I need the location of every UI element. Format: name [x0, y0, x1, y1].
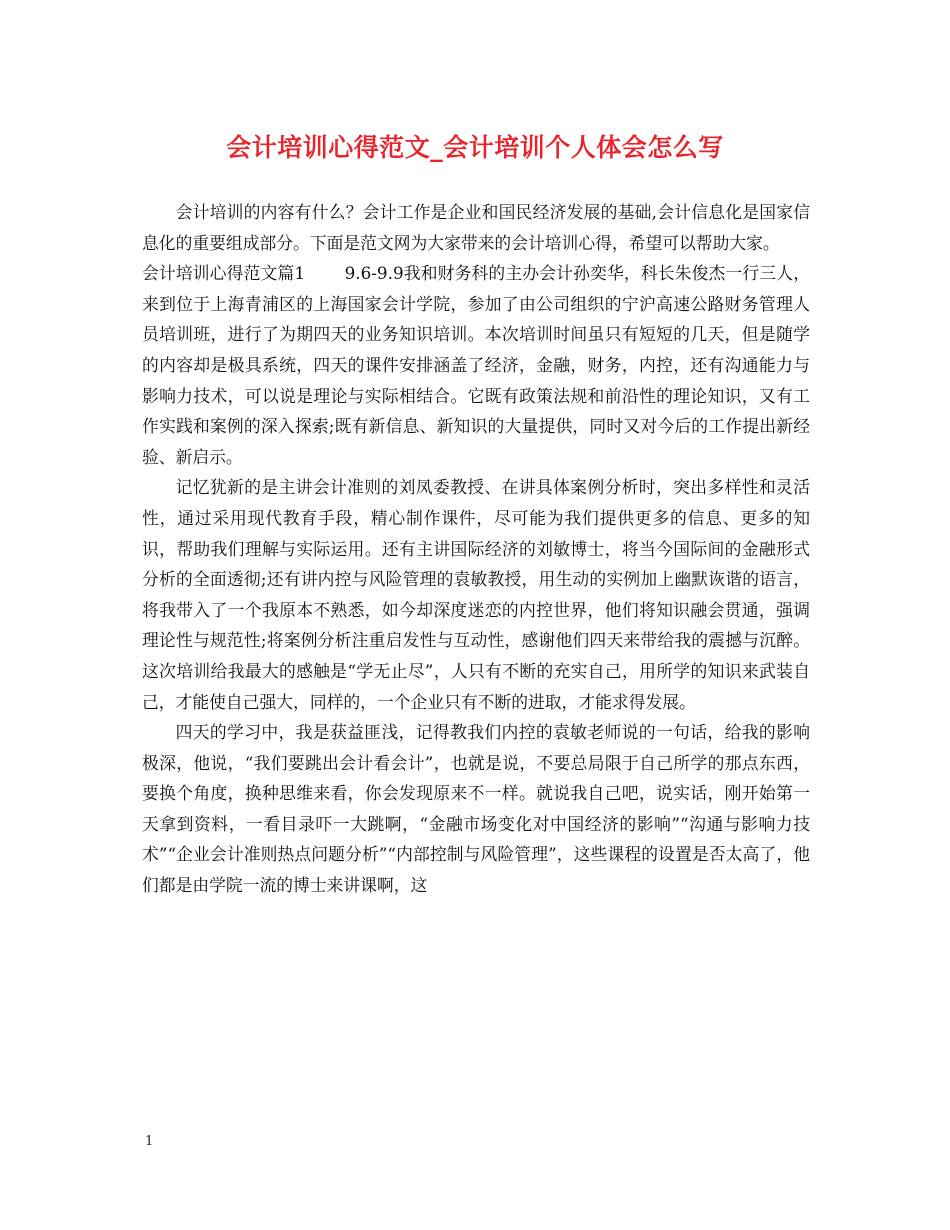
paragraph-sample-1: 会计培训心得范文篇1 9.6-9.9我和财务科的主办会计孙奕华，科长朱俊杰一行三人，来到位于上海青浦区的上海国家会计学院，参加了由公司组织的宁沪高速公路财务管理人员培训班，进行了为期四天的业务知识培训。本次培训时间虽只有短短的几天，但是随学的内容却是极具系统，四天的课件安排涵盖了经济，金融，财务，内控，还有沟通能力与影响力技术，可以说是理论与实际相结合。它既有政策法规和前沿性的理论知识，又有工作实践和案例的深入探索;既有新信息、新知识的大量提供，同时又对今后的工作提出新经验、新启示。	[142, 263, 810, 467]
document-body	[142, 197, 810, 901]
document-title: 会计培训心得范文_会计培训个人体会怎么写	[226, 133, 724, 162]
paragraph-intro: 会计培训的内容有什么？会计工作是企业和国民经济发展的基础,会计信息化是国家信息化的重要组成部分。下面是范文网为大家带来的会计培训心得，希望可以帮助大家。	[142, 202, 810, 253]
page-number: 1	[145, 1134, 154, 1149]
paragraph-four-days: 四天的学习中，我是获益匪浅，记得教我们内控的袁敏老师说的一句话，给我的影响极深，他说，“我们要跳出会计看会计”，也就是说，不要总局限于自己所学的那点东西，要换个角度，换种思维来看，你会发现原来不一样。就说我自己吧，说实话，刚开始第一天拿到资料，一看目录吓一大跳啊，“金融市场变化对中国经济的影响”“沟通与影响力技术”“企业会计准则热点问题分析”“内部控制与风险管理”，这些课程的设置是否太高了，他们都是由学院一流的博士来讲课啊，这	[142, 722, 810, 896]
paragraph-memory: 记忆犹新的是主讲会计准则的刘凤委教授、在讲具体案例分析时，突出多样性和灵活性，通过采用现代教育手段，精心制作课件，尽可能为我们提供更多的信息、更多的知识，帮助我们理解与实际运用。还有主讲国际经济的刘敏博士，将当今国际间的金融形式分析的全面透彻;还有讲内控与风险管理的袁敏教授，用生动的实例加上幽默诙谐的语言，将我带入了一个我原本不熟悉，如今却深度迷恋的内控世界，他们将知识融会贯通，强调理论性与规范性;将案例分析注重启发性与互动性，感谢他们四天来带给我的震撼与沉醉。这次培训给我最大的感触是“学无止尽”，人只有不断的充实自己，用所学的知识来武装自己，才能使自己强大，同样的，一个企业只有不断的进取，才能求得发展。	[142, 477, 810, 712]
